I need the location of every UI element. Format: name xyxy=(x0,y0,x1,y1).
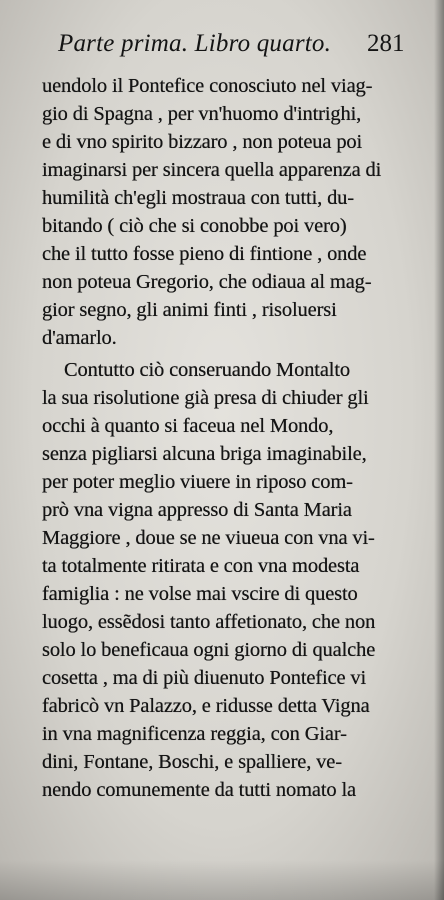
text-line: gio di Spagna , per vn'huomo d'intrighi, xyxy=(42,103,362,125)
text-line: solo lo beneficaua ogni giorno di qualche xyxy=(42,639,376,661)
text-line: luogo, essẽdosi tanto affetionato, che non xyxy=(42,611,376,633)
text-line: d'amarlo. xyxy=(42,327,117,349)
text-line: occhi à quanto si faceua nel Mondo, xyxy=(42,415,334,437)
text-line: Maggiore , doue se ne viueua con vna vi- xyxy=(42,527,375,549)
text-line: nendo comunemente da tutti nomato la xyxy=(42,779,356,801)
paragraph-first-line: Contutto ciò conseruando Montalto xyxy=(64,359,350,381)
text-line: uendolo il Pontefice conosciuto nel viag- xyxy=(42,75,373,97)
text-line: prò vna vigna appresso di Santa Maria xyxy=(42,499,352,521)
text-line: humilità ch'egli mostraua con tutti, du- xyxy=(42,187,354,209)
text-line: la sua risolutione già presa di chiuder gli xyxy=(42,387,369,409)
text-line: bitando ( ciò che si conobbe poi vero) xyxy=(42,215,347,237)
text-line: famiglia : ne volse mai vscire di questo xyxy=(42,583,358,605)
text-line: cosetta , ma di più diuenuto Pontefice vi xyxy=(42,667,367,689)
page-number: 281 xyxy=(367,30,405,57)
text-line: dini, Fontane, Boschi, e spalliere, ve- xyxy=(42,751,342,773)
text-line: fabricò vn Palazzo, e ridusse detta Vigna xyxy=(42,695,370,717)
text-line: ta totalmente ritirata e con vna modesta xyxy=(42,555,360,577)
text-line: gior segno, gli animi finti , risoluersi xyxy=(42,299,337,321)
text-line: in vna magnificenza reggia, con Giar- xyxy=(42,723,347,745)
page-bottom-shadow xyxy=(0,860,444,900)
running-head: Parte prima. Libro quarto. xyxy=(58,30,332,57)
page-edge-shadow xyxy=(434,0,444,900)
text-line: senza pigliarsi alcuna briga imaginabile, xyxy=(42,443,367,465)
text-line: non poteua Gregorio, che odiaua al mag- xyxy=(42,271,372,293)
text-line: e di vno spirito bizzaro , non poteua poi xyxy=(42,131,363,153)
text-line: imaginarsi per sincera quella apparenza di xyxy=(42,159,382,181)
text-line: che il tutto fosse pieno di fintione , onde xyxy=(42,243,367,265)
text-line: per poter meglio viuere in riposo com- xyxy=(42,471,353,493)
